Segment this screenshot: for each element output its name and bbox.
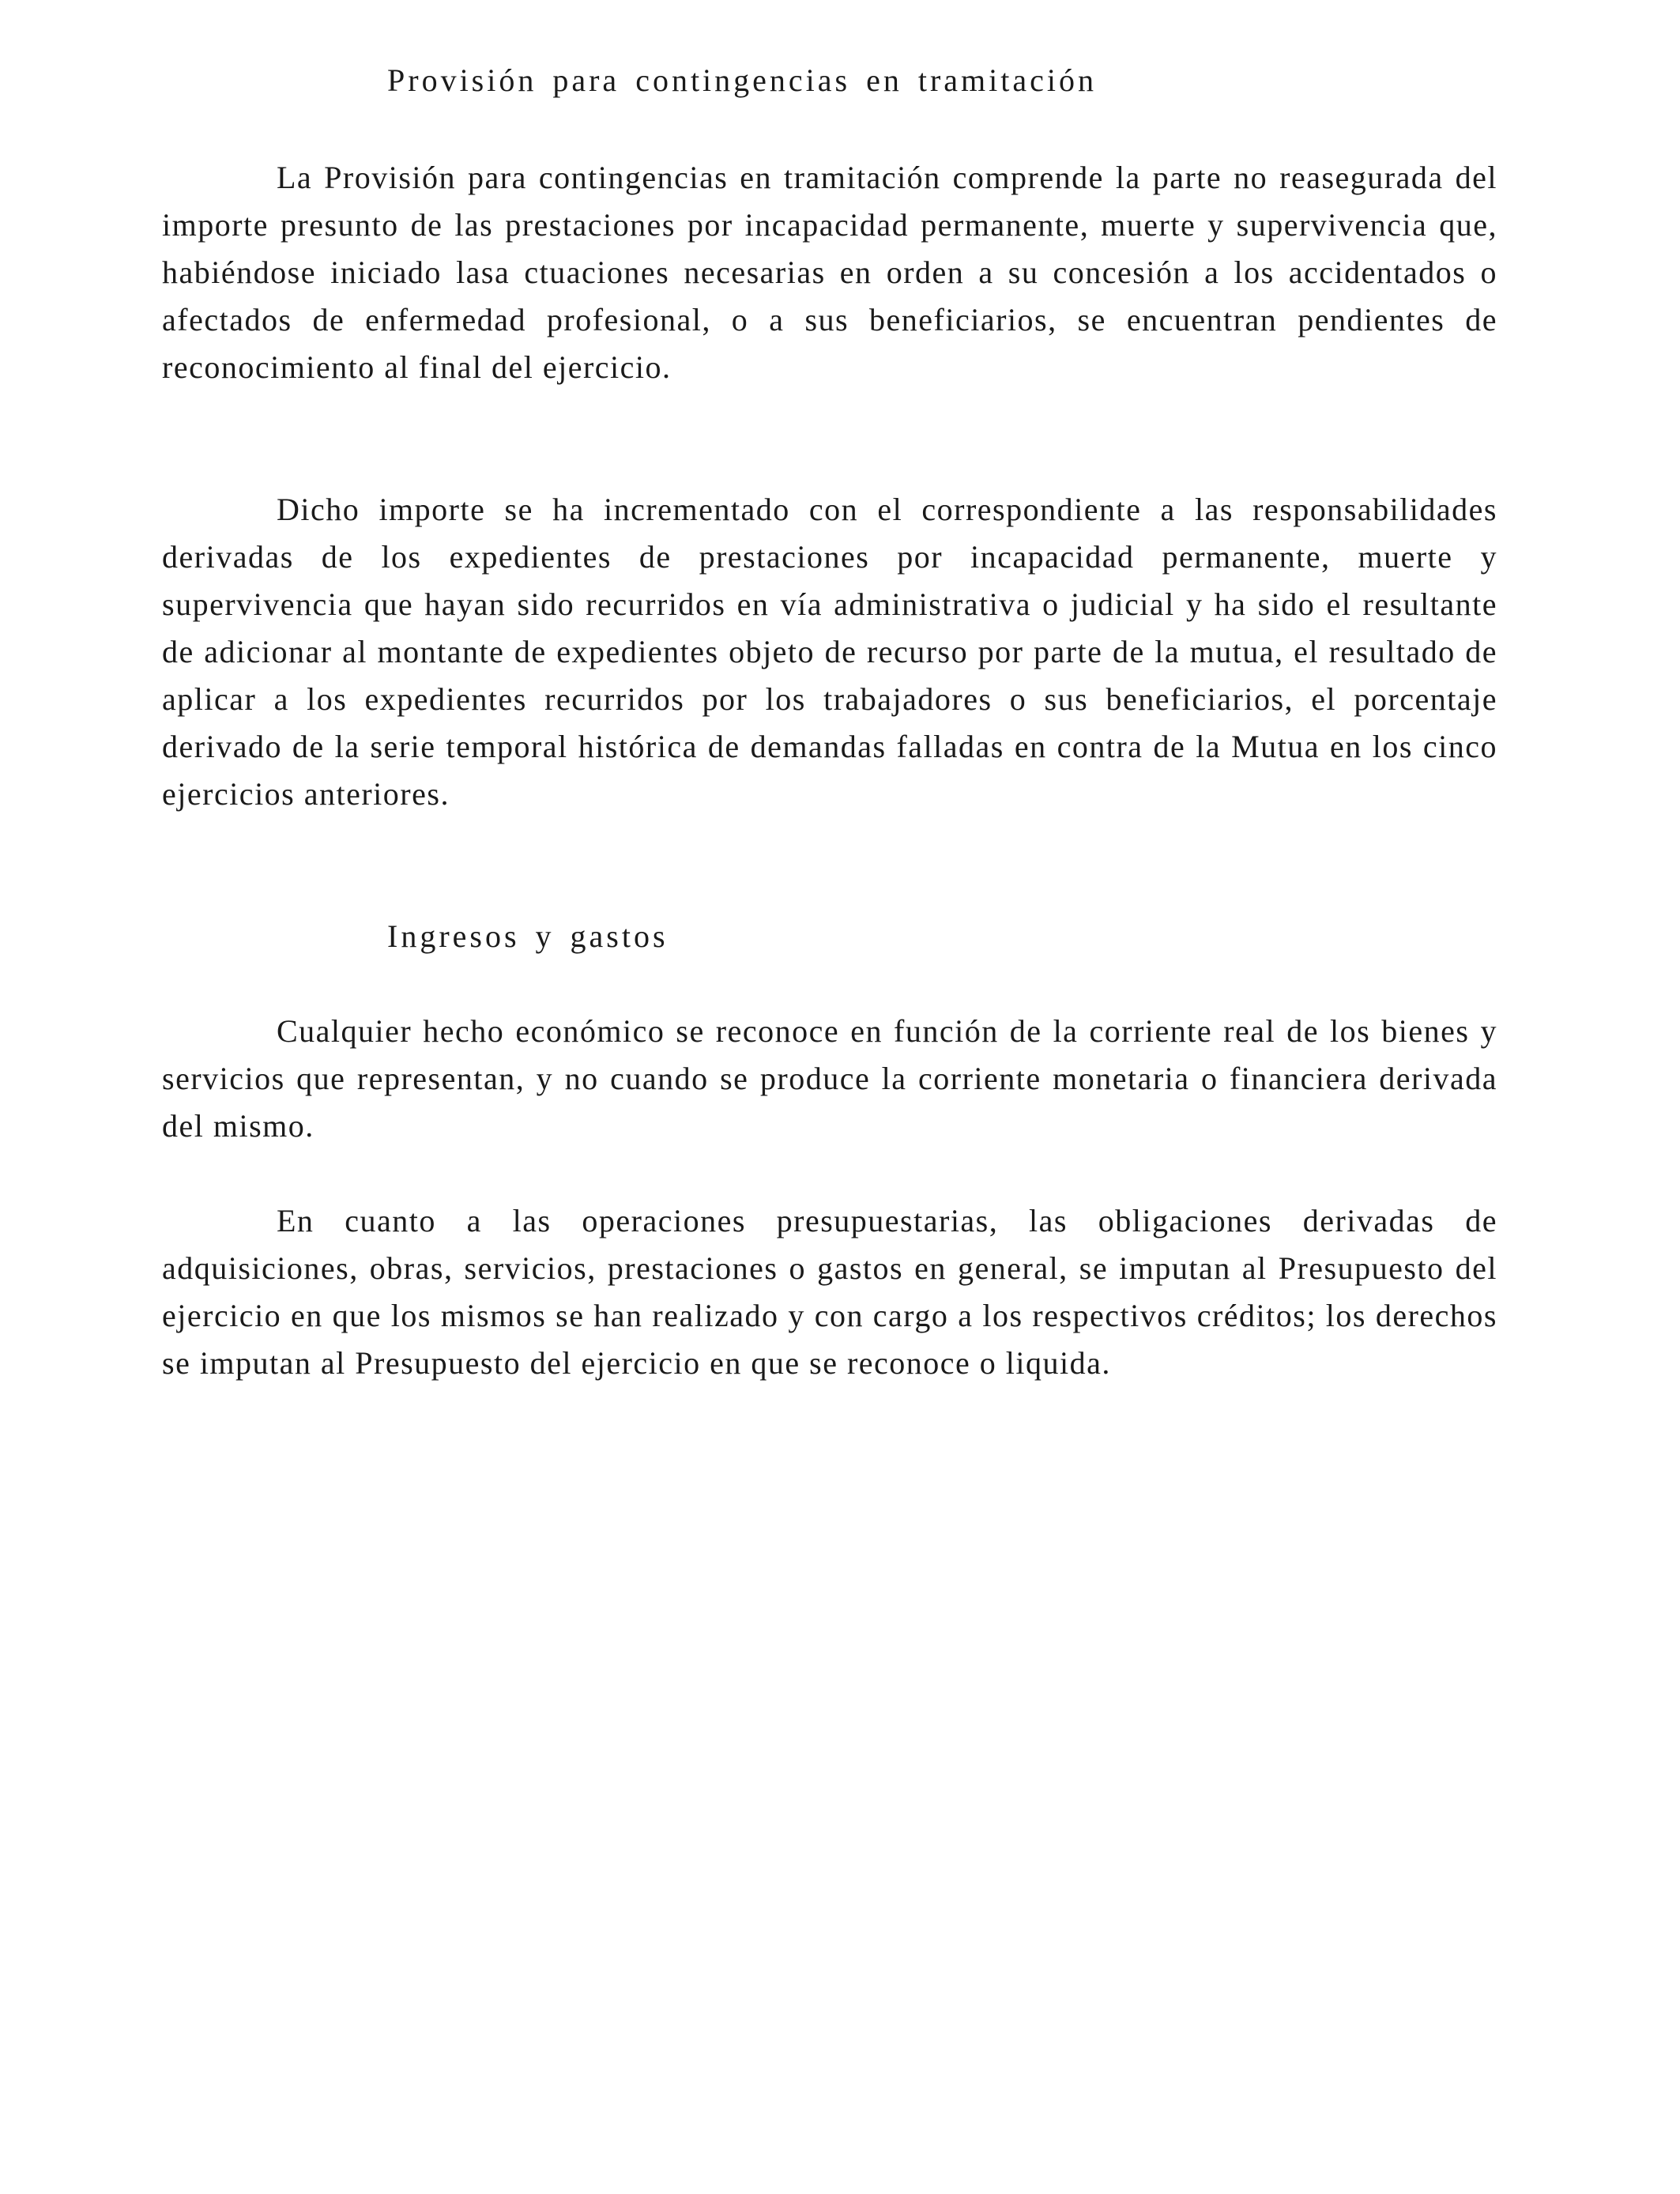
- paragraph-economic-fact: Cualquier hecho económico se reconoce en función de la corriente real de los bienes y servicios que representan, y no cuando se produce la corriente monetaria o financiera derivada del mismo.: [162, 1013, 1497, 1144]
- paragraph-provision-definition: La Provisión para contingencias en tramitación comprende la parte no reasegurada del importe presunto de las prestaciones por incapacidad permanente, muerte y supervivencia que, habiéndose iniciado lasa ctuaciones necesarias en orden a su concesión a los accidentados o afectados de enfermedad profesional, o a sus beneficiarios, se encuentran pendientes de reconocimiento al final del ejercicio.: [162, 160, 1497, 385]
- paragraph-budget-operations: En cuanto a las operaciones presupuestarias, las obligaciones derivadas de adquisiciones, obras, servicios, prestaciones o gastos en general, se imputan al Presupuesto del ejercicio en que los mismos se han realizado y con cargo a los respectivos créditos; los derechos se imputan al Presupuesto del ejercicio en que se reconoce o liquida.: [162, 1203, 1497, 1381]
- paragraph-provision-increment: Dicho importe se ha incrementado con el correspondiente a las responsabilidades derivadas de los expedientes de prestaciones por incapacidad permanente, muerte y supervivencia que hayan sido recurridos en vía administrativa o judicial y ha sido el resultante de adicionar al montante de expedientes objeto de recurso por parte de la mutua, el resultado de aplicar a los expedientes recurridos por los trabajadores o sus beneficiarios, el porcentaje derivado de la serie temporal histórica de demandas falladas en contra de la Mutua en los cinco ejercicios anteriores.: [162, 492, 1497, 812]
- section-heading-provision: Provisión para contingencias en tramitación: [387, 62, 1098, 98]
- section-heading-ingresos-gastos: Ingresos y gastos: [387, 918, 669, 954]
